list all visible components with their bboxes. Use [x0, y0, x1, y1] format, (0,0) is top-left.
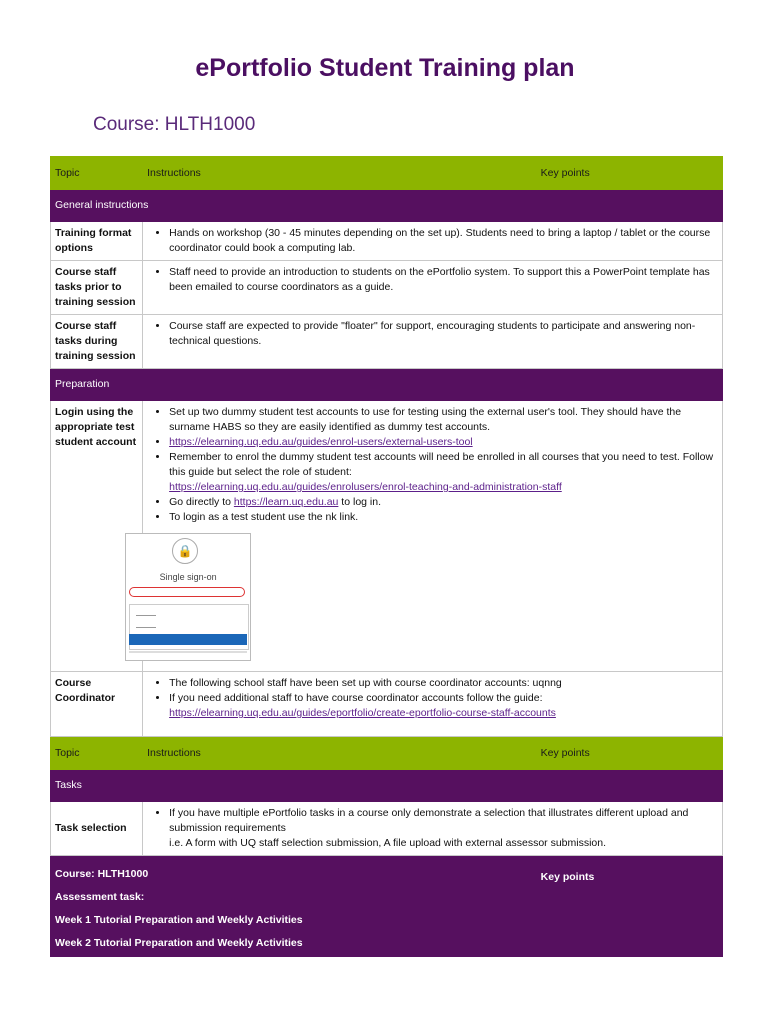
list-item: • The following school staff have been set up with course coordinator accounts: uqnng [169, 676, 718, 691]
section-general [51, 190, 723, 222]
course-heading: Course: HLTH1000 [93, 114, 256, 135]
section-general-label: General instructions [51, 190, 537, 222]
table-row [51, 672, 723, 737]
table-row [51, 802, 723, 856]
footer-course: Course: HLTH1000 [55, 868, 149, 880]
section-preparation [51, 369, 723, 401]
table-row [51, 401, 723, 672]
enrol-staff-guide-link[interactable]: https://elearning.uq.edu.au/guides/enrolusers/enrol-teaching-and-administration-staff [169, 481, 562, 493]
row-label-coordinator: Course Coordinator [51, 672, 143, 737]
footer-week-2: Week 2 Tutorial Preparation and Weekly Activities [55, 937, 303, 949]
row-label-training-format: Training format options [51, 222, 143, 261]
header-instructions: Instructions [143, 157, 537, 190]
footer-key-points: Key points [540, 871, 595, 883]
table-header-row [51, 157, 723, 190]
page-title: ePortfolio Student Training plan [195, 54, 575, 82]
table-row [51, 261, 723, 315]
external-users-tool-link[interactable]: https://elearning.uq.edu.au/guides/enrol-users/external-users-tool [169, 436, 473, 448]
training-plan-table [50, 156, 723, 957]
table-row [51, 315, 723, 369]
list-item: • Hands on workshop (30 - 45 minutes depending on the set up). Students need to bring a laptop / tablet or the course coordinator could book a computing lab. [169, 226, 718, 256]
learn-uq-link[interactable]: https://learn.uq.edu.au [233, 496, 339, 508]
section-tasks-label: Tasks [51, 770, 537, 802]
row-label-staff-during: Course staff tasks during training session [51, 315, 143, 369]
single-sign-on-screenshot [125, 533, 251, 661]
section-preparation-label: Preparation [51, 369, 537, 401]
list-item: • Set up two dummy student test accounts to use for testing using the external user's tool. They should have the surname HABS so they are easily identified as dummy test accounts. [169, 405, 718, 435]
assessment-footer-row [51, 856, 723, 957]
section-tasks [51, 770, 723, 802]
list-item: • Go directly to https://learn.uq.edu.au to log in. [169, 495, 718, 510]
screenshot-caption: Single sign-on [159, 572, 217, 582]
header-instructions: Instructions [143, 737, 537, 770]
list-item: • Course staff are expected to provide "floater" for support, encouraging students to participate and answering non-technical questions. [169, 319, 718, 349]
staff-accounts-guide-link[interactable]: https://elearning.uq.edu.au/guides/eportfolio/create-eportfolio-course-staff-accounts [169, 707, 556, 719]
list-item: • Staff need to provide an introduction to students on the ePortfolio system. To support this a PowerPoint template has been emailed to course coordinators as a guide. [169, 265, 718, 295]
lock-icon: 🔒 [172, 538, 198, 564]
list-item: • To login as a test student use the nk link. [169, 510, 718, 525]
list-item: • Remember to enrol the dummy student test accounts will need be enrolled in all courses that you need to test. Follow this guide but select the role of student: https://elearning.uq.edu.au/guides/enrolusers/enrol-teaching-and-administration-staff [169, 450, 718, 495]
row-label-task-selection: Task selection [51, 802, 143, 856]
row-label-login: Login using the appropriate test student account [51, 401, 143, 672]
header-key-points: Key points [536, 157, 722, 190]
row-label-staff-prior: Course staff tasks prior to training session [51, 261, 143, 315]
header-topic: Topic [51, 737, 143, 770]
header-key-points: Key points [536, 737, 722, 770]
table-row [51, 222, 723, 261]
header-topic: Topic [51, 157, 143, 190]
list-item: • If you have multiple ePortfolio tasks in a course only demonstrate a selection that illustrates different upload and submission requirements i.e. A form with UQ staff selection submission, A file upload with external assessor submission. [169, 806, 718, 851]
list-item [169, 435, 718, 450]
footer-assessment-task: Assessment task: [55, 891, 145, 903]
footer-week-1: Week 1 Tutorial Preparation and Weekly Activities [55, 914, 303, 926]
table-header-row [51, 737, 723, 770]
list-item: • If you need additional staff to have course coordinator accounts follow the guide: https://elearning.uq.edu.au/guides/eportfolio/create-eportfolio-course-staff-accounts [169, 691, 718, 721]
